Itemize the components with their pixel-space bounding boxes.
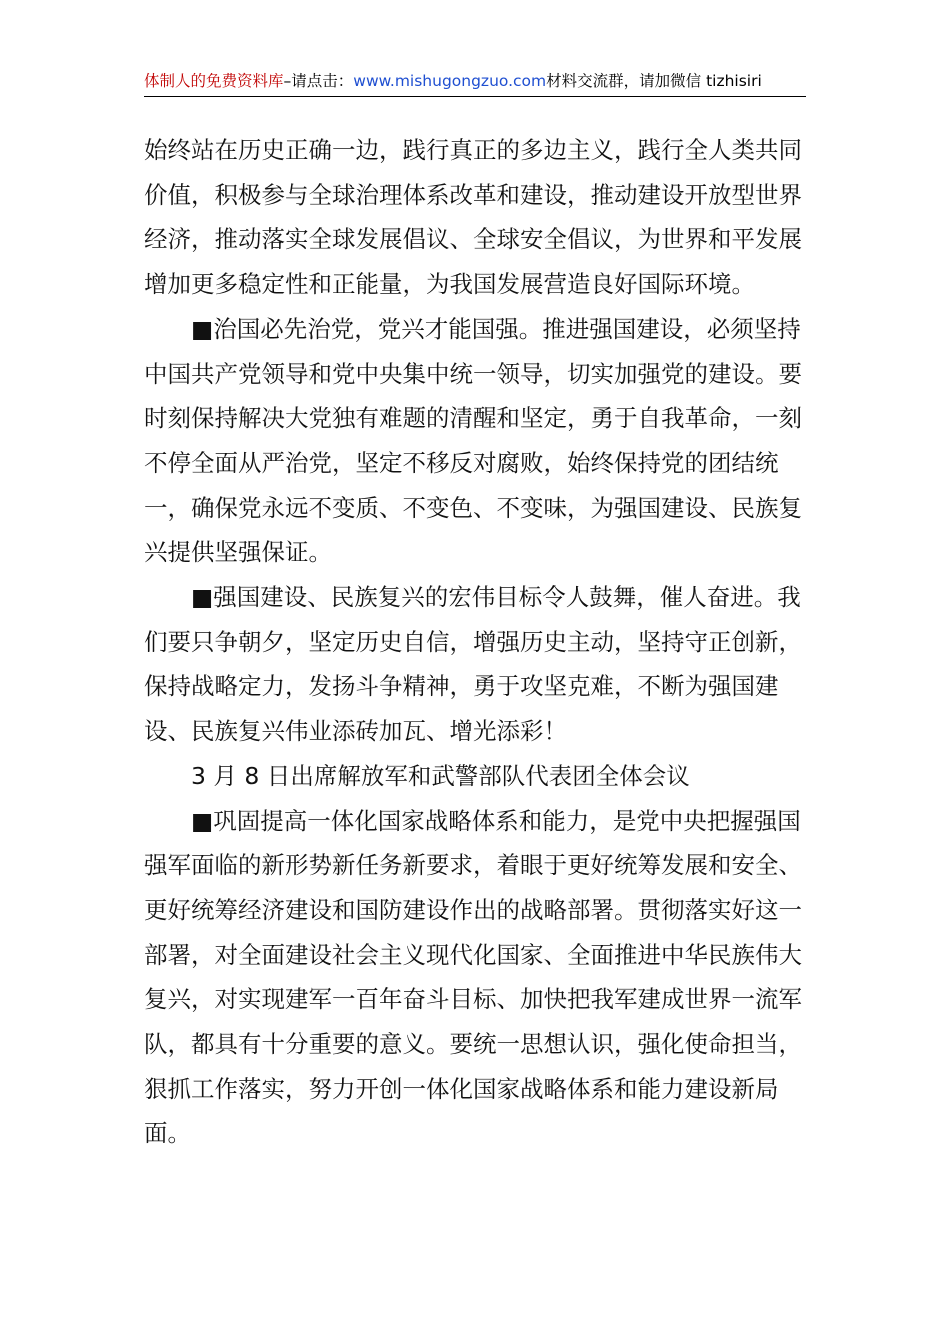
paragraph-national-rejuvenation: ■强国建设、民族复兴的宏伟目标令人鼓舞，催人奋进。我们要只争朝夕，坚定历史自信，增强历史主动，坚持守正创新，保持战略定力，发扬斗争精神，勇于攻坚克难，不断为强国建设、民族复兴伟业添砖加瓦、增光添彩！ — [144, 583, 802, 746]
header-prompt: –请点击： — [283, 72, 354, 90]
paragraph-national-strategy: ■巩固提高一体化国家战略体系和能力，是党中央把握强国强军面临的新形势新任务新要求，着眼于更好统筹发展和安全、更好统筹经济建设和国防建设作出的战略部署。贯彻落实好这一部署，对全面建设社会主义现代化国家、全面推进中华民族伟大复兴，对实现建军一百年奋斗目标、加快把我军建成世界一流军队，都具有十分重要的意义。要统一思想认识，强化使命担当，狠抓工作落实，努力开创一体化国家战略体系和能力建设新局面。 — [144, 806, 802, 1148]
header-url-link[interactable]: www.mishugongzuo.com — [353, 72, 547, 90]
header-brand: 体制人的免费资料库 — [144, 72, 284, 90]
page-header — [144, 66, 806, 97]
header-tail: 材料交流群，请加微信 tizhisiri — [546, 72, 762, 90]
document-body — [144, 128, 812, 1156]
paragraph-party-building: ■治国必先治党，党兴才能国强。推进强国建设，必须坚持中国共产党领导和党中央集中统一领导，切实加强党的建设。要时刻保持解决大党独有难题的清醒和坚定，勇于自我革命，一刻不停全面从严治党，坚定不移反对腐败，始终保持党的团结统一，确保党永远不变质、不变色、不变味，为强国建设、民族复兴提供坚强保证。 — [144, 314, 802, 567]
paragraph-continuation: 始终站在历史正确一边，践行真正的多边主义，践行全人类共同价值，积极参与全球治理体系改革和建设，推动建设开放型世界经济，推动落实全球发展倡议、全球安全倡议，为世界和平发展增加更多稳定性和正能量，为我国发展营造良好国际环境。 — [144, 136, 802, 299]
section-heading-march-8: 3 月 8 日出席解放军和武警部队代表团全体会议 — [191, 761, 690, 790]
